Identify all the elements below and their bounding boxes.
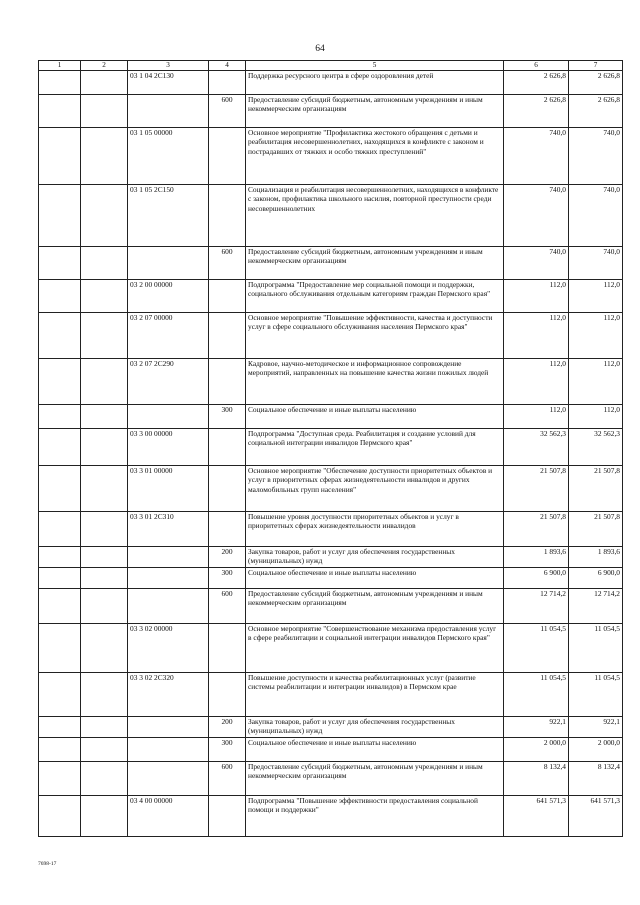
table-row bbox=[39, 589, 623, 624]
row-col-2 bbox=[81, 547, 128, 568]
row-col-1 bbox=[39, 762, 81, 796]
row-expense-type bbox=[209, 466, 246, 512]
row-expense-type: 600 bbox=[209, 762, 246, 796]
row-col-2 bbox=[81, 796, 128, 837]
table-row bbox=[39, 624, 623, 673]
table-row bbox=[39, 568, 623, 589]
row-value-2: 21 507,8 bbox=[569, 512, 623, 547]
row-code bbox=[128, 762, 209, 796]
row-value-2: 740,0 bbox=[569, 247, 623, 280]
row-code bbox=[128, 247, 209, 280]
row-col-1 bbox=[39, 512, 81, 547]
header-col-6: 6 bbox=[504, 61, 569, 71]
table-row bbox=[39, 95, 623, 128]
row-expense-type: 300 bbox=[209, 405, 246, 429]
row-code bbox=[128, 738, 209, 762]
row-col-2 bbox=[81, 762, 128, 796]
row-name: Социализация и реабилитация несовершеннолетних, находящихся в конфликте с законом, профилактика школьного насилия, повторной преступности среди несовершеннолетних bbox=[246, 185, 504, 247]
row-col-1 bbox=[39, 71, 81, 95]
row-expense-type bbox=[209, 71, 246, 95]
row-col-1 bbox=[39, 313, 81, 359]
row-value-1: 2 000,0 bbox=[504, 738, 569, 762]
header-col-7: 7 bbox=[569, 61, 623, 71]
row-value-2: 112,0 bbox=[569, 280, 623, 313]
row-col-1 bbox=[39, 185, 81, 247]
row-value-1: 740,0 bbox=[504, 185, 569, 247]
row-col-2 bbox=[81, 95, 128, 128]
header-col-3: 3 bbox=[128, 61, 209, 71]
row-value-1: 112,0 bbox=[504, 280, 569, 313]
row-code bbox=[128, 568, 209, 589]
row-col-2 bbox=[81, 673, 128, 717]
row-name: Социальное обеспечение и иные выплаты населению bbox=[246, 405, 504, 429]
table-row bbox=[39, 280, 623, 313]
table-row bbox=[39, 71, 623, 95]
row-name: Подпрограмма "Предоставление мер социальной помощи и поддержки, социального обслуживания отдельным категориям граждан Пермского края" bbox=[246, 280, 504, 313]
table-header-row bbox=[39, 61, 623, 71]
row-name: Основное мероприятие "Совершенствование механизма предоставления услуг в сфере реабилитации и социальной интеграции инвалидов Пермского края" bbox=[246, 624, 504, 673]
row-name: Предоставление субсидий бюджетным, автономным учреждениям и иным некоммерческим организациям bbox=[246, 247, 504, 280]
row-col-2 bbox=[81, 717, 128, 738]
row-col-1 bbox=[39, 547, 81, 568]
row-value-1: 922,1 bbox=[504, 717, 569, 738]
row-col-1 bbox=[39, 247, 81, 280]
row-code: 03 3 02 2С320 bbox=[128, 673, 209, 717]
row-name: Основное мероприятие "Обеспечение доступности приоритетных объектов и услуг в приоритетных сферах жизнедеятельности инвалидов и других маломобильных групп населения" bbox=[246, 466, 504, 512]
row-col-2 bbox=[81, 738, 128, 762]
row-value-1: 740,0 bbox=[504, 247, 569, 280]
row-value-2: 1 893,6 bbox=[569, 547, 623, 568]
row-name: Подпрограмма "Доступная среда. Реабилитация и создание условий для социальной интеграции инвалидов Пермского края" bbox=[246, 429, 504, 466]
row-value-2: 112,0 bbox=[569, 405, 623, 429]
row-expense-type bbox=[209, 673, 246, 717]
row-expense-type: 300 bbox=[209, 738, 246, 762]
row-value-1: 112,0 bbox=[504, 313, 569, 359]
table-row bbox=[39, 673, 623, 717]
row-col-1 bbox=[39, 796, 81, 837]
row-col-2 bbox=[81, 313, 128, 359]
row-value-2: 8 132,4 bbox=[569, 762, 623, 796]
header-col-2: 2 bbox=[81, 61, 128, 71]
row-code: 03 1 05 2С150 bbox=[128, 185, 209, 247]
row-name: Кадровое, научно-методическое и информационное сопровождение мероприятий, направленных на повышение качества жизни пожилых людей bbox=[246, 359, 504, 405]
row-expense-type bbox=[209, 128, 246, 185]
row-col-1 bbox=[39, 466, 81, 512]
table-row bbox=[39, 405, 623, 429]
row-col-1 bbox=[39, 673, 81, 717]
row-col-2 bbox=[81, 589, 128, 624]
row-value-1: 112,0 bbox=[504, 405, 569, 429]
row-col-2 bbox=[81, 429, 128, 466]
row-expense-type bbox=[209, 624, 246, 673]
row-expense-type: 200 bbox=[209, 717, 246, 738]
row-name: Предоставление субсидий бюджетным, автономным учреждениям и иным некоммерческим организациям bbox=[246, 762, 504, 796]
row-value-1: 112,0 bbox=[504, 359, 569, 405]
row-col-2 bbox=[81, 568, 128, 589]
row-value-2: 32 562,3 bbox=[569, 429, 623, 466]
row-col-1 bbox=[39, 589, 81, 624]
row-col-2 bbox=[81, 280, 128, 313]
row-value-2: 641 571,3 bbox=[569, 796, 623, 837]
table-row bbox=[39, 547, 623, 568]
row-name: Повышение уровня доступности приоритетных объектов и услуг в приоритетных сферах жизнедеятельности инвалидов bbox=[246, 512, 504, 547]
header-col-5: 5 bbox=[246, 61, 504, 71]
row-code: 03 3 01 2С310 bbox=[128, 512, 209, 547]
row-col-1 bbox=[39, 280, 81, 313]
row-code: 03 2 00 00000 bbox=[128, 280, 209, 313]
row-code bbox=[128, 95, 209, 128]
row-value-1: 12 714,2 bbox=[504, 589, 569, 624]
row-value-1: 21 507,8 bbox=[504, 466, 569, 512]
table-row bbox=[39, 429, 623, 466]
row-expense-type bbox=[209, 280, 246, 313]
page-number: 64 bbox=[315, 44, 325, 54]
row-col-1 bbox=[39, 717, 81, 738]
table-row bbox=[39, 796, 623, 837]
row-value-1: 21 507,8 bbox=[504, 512, 569, 547]
header-col-4: 4 bbox=[209, 61, 246, 71]
row-col-1 bbox=[39, 429, 81, 466]
row-value-1: 32 562,3 bbox=[504, 429, 569, 466]
row-name: Повышение доступности и качества реабилитационных услуг (развитие системы реабилитации и интеграции инвалидов) в Пермском крае bbox=[246, 673, 504, 717]
row-name: Предоставление субсидий бюджетным, автономным учреждениям и иным некоммерческим организациям bbox=[246, 589, 504, 624]
row-value-2: 740,0 bbox=[569, 128, 623, 185]
row-name: Предоставление субсидий бюджетным, автономным учреждениям и иным некоммерческим организациям bbox=[246, 95, 504, 128]
document-code: 7698-17 bbox=[38, 861, 57, 867]
row-value-2: 2 626,8 bbox=[569, 71, 623, 95]
row-value-2: 2 000,0 bbox=[569, 738, 623, 762]
row-value-1: 6 900,0 bbox=[504, 568, 569, 589]
table-row bbox=[39, 247, 623, 280]
table-row bbox=[39, 359, 623, 405]
row-col-2 bbox=[81, 185, 128, 247]
row-code bbox=[128, 405, 209, 429]
table-row bbox=[39, 512, 623, 547]
row-name: Социальное обеспечение и иные выплаты населению bbox=[246, 568, 504, 589]
row-col-1 bbox=[39, 95, 81, 128]
row-col-1 bbox=[39, 128, 81, 185]
row-code: 03 1 05 00000 bbox=[128, 128, 209, 185]
row-value-1: 740,0 bbox=[504, 128, 569, 185]
row-expense-type bbox=[209, 313, 246, 359]
table-row bbox=[39, 466, 623, 512]
row-value-2: 21 507,8 bbox=[569, 466, 623, 512]
table-row bbox=[39, 128, 623, 185]
row-expense-type bbox=[209, 796, 246, 837]
row-expense-type bbox=[209, 512, 246, 547]
row-value-2: 740,0 bbox=[569, 185, 623, 247]
row-expense-type bbox=[209, 185, 246, 247]
table-row bbox=[39, 185, 623, 247]
row-name: Основное мероприятие "Профилактика жестокого обращения с детьми и реабилитация несовершеннолетних, находящихся в конфликте с законом и пострадавших от тяжких и особо тяжких преступлений" bbox=[246, 128, 504, 185]
row-col-1 bbox=[39, 405, 81, 429]
row-expense-type: 300 bbox=[209, 568, 246, 589]
table-row bbox=[39, 738, 623, 762]
row-value-1: 2 626,8 bbox=[504, 71, 569, 95]
row-col-2 bbox=[81, 247, 128, 280]
row-col-1 bbox=[39, 624, 81, 673]
row-name: Закупка товаров, работ и услуг для обеспечения государственных (муниципальных) нужд bbox=[246, 717, 504, 738]
row-code: 03 3 02 00000 bbox=[128, 624, 209, 673]
row-value-1: 1 893,6 bbox=[504, 547, 569, 568]
row-value-2: 11 054,5 bbox=[569, 673, 623, 717]
header-col-1: 1 bbox=[39, 61, 81, 71]
row-col-1 bbox=[39, 738, 81, 762]
row-col-2 bbox=[81, 359, 128, 405]
row-value-1: 641 571,3 bbox=[504, 796, 569, 837]
row-expense-type: 200 bbox=[209, 547, 246, 568]
row-col-2 bbox=[81, 512, 128, 547]
row-name: Основное мероприятие "Повышение эффективности, качества и доступности услуг в сфере социального обслуживания населения Пермского края" bbox=[246, 313, 504, 359]
row-col-1 bbox=[39, 568, 81, 589]
row-code: 03 3 00 00000 bbox=[128, 429, 209, 466]
row-name: Социальное обеспечение и иные выплаты населению bbox=[246, 738, 504, 762]
row-code: 03 4 00 00000 bbox=[128, 796, 209, 837]
row-code bbox=[128, 589, 209, 624]
row-code bbox=[128, 547, 209, 568]
row-expense-type: 600 bbox=[209, 589, 246, 624]
row-value-2: 112,0 bbox=[569, 359, 623, 405]
row-col-2 bbox=[81, 624, 128, 673]
row-code: 03 3 01 00000 bbox=[128, 466, 209, 512]
row-name: Подпрограмма "Повышение эффективности предоставления социальной помощи и поддержки" bbox=[246, 796, 504, 837]
row-value-2: 12 714,2 bbox=[569, 589, 623, 624]
table-row bbox=[39, 762, 623, 796]
row-code: 03 2 07 2С290 bbox=[128, 359, 209, 405]
row-value-1: 11 054,5 bbox=[504, 673, 569, 717]
row-value-2: 2 626,8 bbox=[569, 95, 623, 128]
row-name: Закупка товаров, работ и услуг для обеспечения государственных (муниципальных) нужд bbox=[246, 547, 504, 568]
row-code bbox=[128, 717, 209, 738]
row-value-2: 6 900,0 bbox=[569, 568, 623, 589]
row-value-1: 11 054,5 bbox=[504, 624, 569, 673]
row-col-2 bbox=[81, 405, 128, 429]
row-expense-type bbox=[209, 359, 246, 405]
row-code: 03 2 07 00000 bbox=[128, 313, 209, 359]
row-col-2 bbox=[81, 71, 128, 95]
row-expense-type bbox=[209, 429, 246, 466]
budget-table bbox=[38, 60, 623, 837]
row-expense-type: 600 bbox=[209, 95, 246, 128]
row-col-1 bbox=[39, 359, 81, 405]
row-value-2: 112,0 bbox=[569, 313, 623, 359]
row-value-1: 2 626,8 bbox=[504, 95, 569, 128]
row-col-2 bbox=[81, 128, 128, 185]
table-row bbox=[39, 313, 623, 359]
row-expense-type: 600 bbox=[209, 247, 246, 280]
row-value-1: 8 132,4 bbox=[504, 762, 569, 796]
table-row bbox=[39, 717, 623, 738]
row-value-2: 11 054,5 bbox=[569, 624, 623, 673]
row-code: 03 1 04 2С130 bbox=[128, 71, 209, 95]
row-col-2 bbox=[81, 466, 128, 512]
row-value-2: 922,1 bbox=[569, 717, 623, 738]
row-name: Поддержка ресурсного центра в сфере оздоровления детей bbox=[246, 71, 504, 95]
